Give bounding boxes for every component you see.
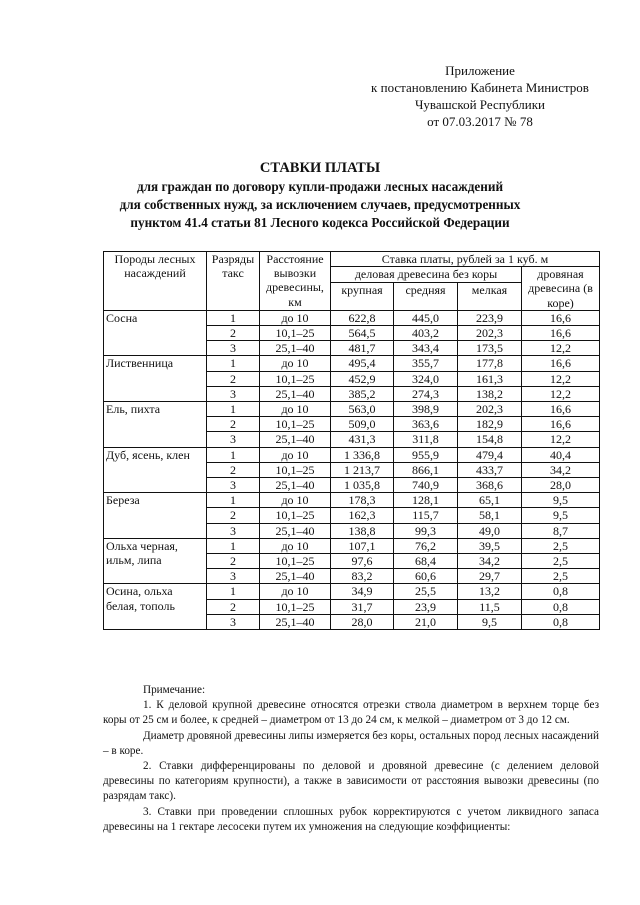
firewood-cell: 0,8 <box>522 614 600 629</box>
small-cell: 13,2 <box>458 584 522 599</box>
distance-cell: 25,1–40 <box>260 341 331 356</box>
grade-cell: 1 <box>207 584 260 599</box>
large-cell: 431,3 <box>331 432 394 447</box>
table-row <box>104 402 600 417</box>
medium-cell: 99,3 <box>394 523 458 538</box>
firewood-cell: 9,5 <box>522 493 600 508</box>
appendix-block <box>330 62 630 130</box>
large-cell: 83,2 <box>331 569 394 584</box>
note-3: 3. Ставки при проведении сплошных рубок корректируются с учетом ликвидного запаса древесины на 1 гектаре лесосеки путем их умножения на следующие коэффициенты: <box>103 805 599 833</box>
large-cell: 162,3 <box>331 508 394 523</box>
title-line-4: пунктом 41.4 статьи 81 Лесного кодекса Российской Федерации <box>130 215 510 230</box>
large-cell: 1 213,7 <box>331 462 394 477</box>
firewood-cell: 16,6 <box>522 310 600 325</box>
distance-cell: 25,1–40 <box>260 478 331 493</box>
header-small: мелкая <box>458 282 522 310</box>
distance-cell: 10,1–25 <box>260 462 331 477</box>
medium-cell: 25,5 <box>394 584 458 599</box>
grade-cell: 3 <box>207 478 260 493</box>
medium-cell: 311,8 <box>394 432 458 447</box>
firewood-cell: 16,6 <box>522 417 600 432</box>
large-cell: 481,7 <box>331 341 394 356</box>
species-cell: Ольха черная, ильм, липа <box>104 538 207 584</box>
distance-cell: 10,1–25 <box>260 599 331 614</box>
document-title <box>60 159 580 232</box>
distance-cell: 10,1–25 <box>260 554 331 569</box>
firewood-cell: 0,8 <box>522 584 600 599</box>
medium-cell: 128,1 <box>394 493 458 508</box>
species-cell: Ель, пихта <box>104 402 207 448</box>
rates-table <box>103 251 600 630</box>
large-cell: 563,0 <box>331 402 394 417</box>
small-cell: 161,3 <box>458 371 522 386</box>
distance-cell: 10,1–25 <box>260 508 331 523</box>
header-distance: Расстояние вывозки древесины, км <box>260 252 331 311</box>
table-row <box>104 584 600 599</box>
grade-cell: 2 <box>207 417 260 432</box>
distance-cell: 25,1–40 <box>260 523 331 538</box>
medium-cell: 955,9 <box>394 447 458 462</box>
medium-cell: 274,3 <box>394 386 458 401</box>
medium-cell: 398,9 <box>394 402 458 417</box>
title-line-2: для граждан по договору купли-продажи лесных насаждений <box>136 179 504 194</box>
large-cell: 34,9 <box>331 584 394 599</box>
medium-cell: 355,7 <box>394 356 458 371</box>
firewood-cell: 34,2 <box>522 462 600 477</box>
medium-cell: 403,2 <box>394 326 458 341</box>
medium-cell: 76,2 <box>394 538 458 553</box>
table-row <box>104 447 600 462</box>
large-cell: 178,3 <box>331 493 394 508</box>
firewood-cell: 12,2 <box>522 386 600 401</box>
notes-section <box>103 683 599 835</box>
note-1: 1. К деловой крупной древесине относятся отрезки ствола диаметром в верхнем торце без коры от 25 см и более, к средней – диаметром от 13 до 24 см, к мелкой – диаметром от 3 до 12 см. <box>103 699 599 727</box>
distance-cell: до 10 <box>260 310 331 325</box>
small-cell: 138,2 <box>458 386 522 401</box>
medium-cell: 445,0 <box>394 310 458 325</box>
firewood-cell: 12,2 <box>522 371 600 386</box>
header-large: крупная <box>331 282 394 310</box>
distance-cell: 25,1–40 <box>260 614 331 629</box>
distance-cell: 10,1–25 <box>260 417 331 432</box>
grade-cell: 1 <box>207 310 260 325</box>
rates-table-body <box>104 310 600 629</box>
title-line-3: для собственных нужд, за исключением случаев, предусмотренных <box>119 197 521 212</box>
grade-cell: 1 <box>207 447 260 462</box>
grade-cell: 1 <box>207 538 260 553</box>
medium-cell: 866,1 <box>394 462 458 477</box>
grade-cell: 1 <box>207 402 260 417</box>
notes-heading: Примечание: <box>143 684 206 696</box>
distance-cell: 10,1–25 <box>260 371 331 386</box>
small-cell: 34,2 <box>458 554 522 569</box>
distance-cell: до 10 <box>260 447 331 462</box>
header-species: Породы лесных насаждений <box>104 252 207 311</box>
grade-cell: 3 <box>207 341 260 356</box>
medium-cell: 740,9 <box>394 478 458 493</box>
grade-cell: 1 <box>207 493 260 508</box>
note-1-firewood: Диаметр дровяной древесины липы измеряется без коры, остальных пород лесных насаждений – в коре. <box>103 729 599 757</box>
firewood-cell: 2,5 <box>522 538 600 553</box>
small-cell: 11,5 <box>458 599 522 614</box>
medium-cell: 23,9 <box>394 599 458 614</box>
firewood-cell: 9,5 <box>522 508 600 523</box>
large-cell: 1 336,8 <box>331 447 394 462</box>
small-cell: 368,6 <box>458 478 522 493</box>
grade-cell: 2 <box>207 508 260 523</box>
firewood-cell: 28,0 <box>522 478 600 493</box>
firewood-cell: 0,8 <box>522 599 600 614</box>
large-cell: 564,5 <box>331 326 394 341</box>
large-cell: 452,9 <box>331 371 394 386</box>
appendix-label: Приложение <box>445 63 515 78</box>
large-cell: 97,6 <box>331 554 394 569</box>
table-row <box>104 493 600 508</box>
small-cell: 173,5 <box>458 341 522 356</box>
firewood-cell: 2,5 <box>522 554 600 569</box>
grade-cell: 2 <box>207 599 260 614</box>
large-cell: 107,1 <box>331 538 394 553</box>
small-cell: 154,8 <box>458 432 522 447</box>
species-cell: Сосна <box>104 310 207 356</box>
firewood-cell: 40,4 <box>522 447 600 462</box>
table-row <box>104 310 600 325</box>
large-cell: 495,4 <box>331 356 394 371</box>
appendix-republic: Чувашской Республики <box>414 97 546 112</box>
distance-cell: до 10 <box>260 584 331 599</box>
medium-cell: 21,0 <box>394 614 458 629</box>
distance-cell: 25,1–40 <box>260 569 331 584</box>
appendix-decree: к постановлению Кабинета Министров <box>371 80 589 95</box>
table-row <box>104 356 600 371</box>
large-cell: 509,0 <box>331 417 394 432</box>
grade-cell: 2 <box>207 462 260 477</box>
firewood-cell: 12,2 <box>522 341 600 356</box>
firewood-cell: 16,6 <box>522 402 600 417</box>
large-cell: 138,8 <box>331 523 394 538</box>
firewood-cell: 16,6 <box>522 326 600 341</box>
large-cell: 31,7 <box>331 599 394 614</box>
appendix-date-number: от 07.03.2017 № 78 <box>427 114 533 129</box>
small-cell: 202,3 <box>458 402 522 417</box>
medium-cell: 115,7 <box>394 508 458 523</box>
grade-cell: 2 <box>207 326 260 341</box>
small-cell: 58,1 <box>458 508 522 523</box>
distance-cell: 25,1–40 <box>260 386 331 401</box>
grade-cell: 3 <box>207 614 260 629</box>
header-firewood: дровяная древесина (в коре) <box>522 267 600 311</box>
grade-cell: 1 <box>207 356 260 371</box>
note-2: 2. Ставки дифференцированы по деловой и дровяной древесине (с делением деловой древесины по категориям крупности), а также в зависимости от расстояния вывозки древесины (по разрядам такс). <box>103 760 599 803</box>
medium-cell: 68,4 <box>394 554 458 569</box>
distance-cell: до 10 <box>260 493 331 508</box>
header-medium: средняя <box>394 282 458 310</box>
header-rate: Ставка платы, рублей за 1 куб. м <box>331 252 600 267</box>
species-cell: Дуб, ясень, клен <box>104 447 207 493</box>
small-cell: 9,5 <box>458 614 522 629</box>
large-cell: 1 035,8 <box>331 478 394 493</box>
firewood-cell: 2,5 <box>522 569 600 584</box>
large-cell: 622,8 <box>331 310 394 325</box>
distance-cell: 10,1–25 <box>260 326 331 341</box>
firewood-cell: 16,6 <box>522 356 600 371</box>
species-cell: Лиственница <box>104 356 207 402</box>
header-grade: Разряды такс <box>207 252 260 311</box>
grade-cell: 3 <box>207 523 260 538</box>
species-cell: Береза <box>104 493 207 539</box>
header-business-wood: деловая древесина без коры <box>331 267 522 283</box>
small-cell: 39,5 <box>458 538 522 553</box>
small-cell: 433,7 <box>458 462 522 477</box>
small-cell: 29,7 <box>458 569 522 584</box>
distance-cell: до 10 <box>260 402 331 417</box>
small-cell: 182,9 <box>458 417 522 432</box>
large-cell: 28,0 <box>331 614 394 629</box>
table-row <box>104 538 600 553</box>
grade-cell: 3 <box>207 386 260 401</box>
medium-cell: 60,6 <box>394 569 458 584</box>
small-cell: 223,9 <box>458 310 522 325</box>
grade-cell: 3 <box>207 569 260 584</box>
large-cell: 385,2 <box>331 386 394 401</box>
small-cell: 177,8 <box>458 356 522 371</box>
small-cell: 49,0 <box>458 523 522 538</box>
grade-cell: 2 <box>207 554 260 569</box>
small-cell: 202,3 <box>458 326 522 341</box>
firewood-cell: 8,7 <box>522 523 600 538</box>
medium-cell: 343,4 <box>394 341 458 356</box>
distance-cell: 25,1–40 <box>260 432 331 447</box>
species-cell: Осина, ольха белая, тополь <box>104 584 207 630</box>
medium-cell: 363,6 <box>394 417 458 432</box>
firewood-cell: 12,2 <box>522 432 600 447</box>
distance-cell: до 10 <box>260 356 331 371</box>
medium-cell: 324,0 <box>394 371 458 386</box>
small-cell: 479,4 <box>458 447 522 462</box>
distance-cell: до 10 <box>260 538 331 553</box>
grade-cell: 2 <box>207 371 260 386</box>
grade-cell: 3 <box>207 432 260 447</box>
title-main: СТАВКИ ПЛАТЫ <box>259 160 381 176</box>
small-cell: 65,1 <box>458 493 522 508</box>
